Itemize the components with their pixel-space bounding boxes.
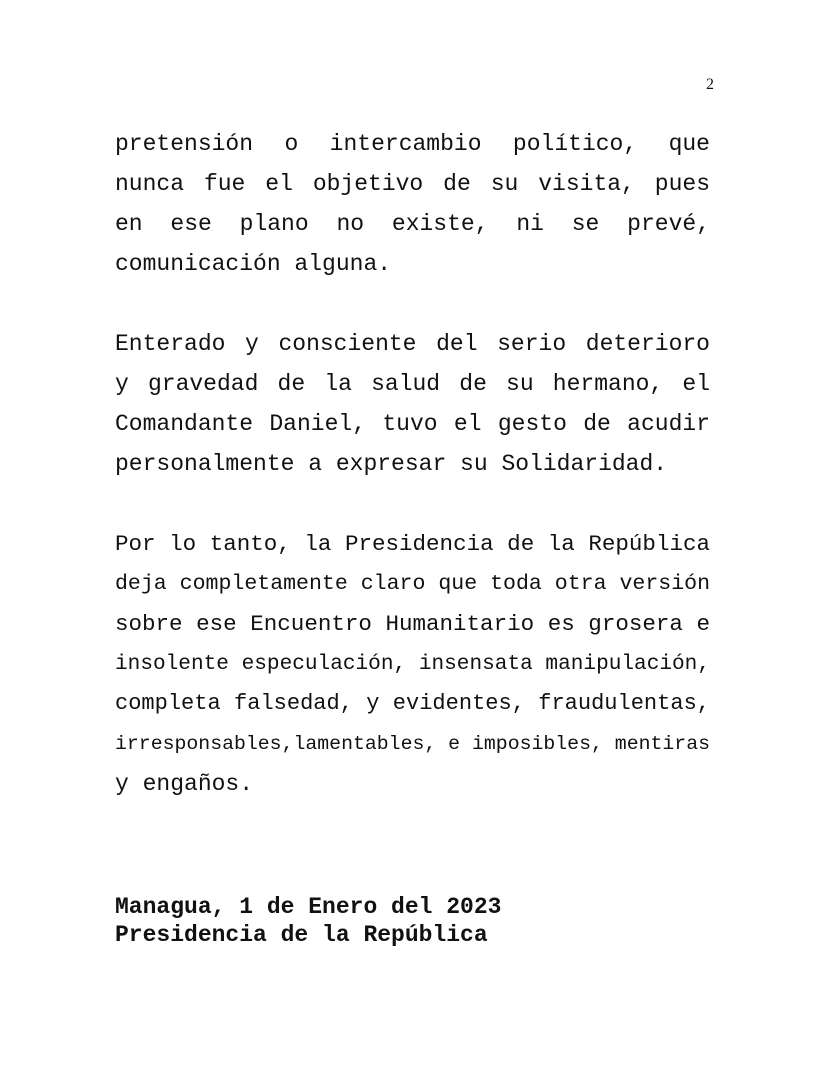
paragraph-3 xyxy=(115,524,710,804)
text-line: completa falsedad, y evidentes, fraudulentas, xyxy=(115,691,710,716)
page-number: 2 xyxy=(706,76,714,93)
issuer-name: Presidencia de la República xyxy=(115,922,488,948)
text-line: y gravedad de la salud de su hermano, el xyxy=(115,371,710,397)
text-line: personalmente a expresar su Solidaridad. xyxy=(115,451,668,477)
text-line: sobre ese Encuentro Humanitario es grosera e xyxy=(115,611,710,637)
text-line: pretensión o intercambio político, que xyxy=(115,131,710,157)
paragraph-2 xyxy=(115,324,710,484)
paragraph-spacer xyxy=(115,284,710,324)
text-line: Comandante Daniel, tuvo el gesto de acudir xyxy=(115,411,710,437)
text-line: comunicación alguna. xyxy=(115,251,392,277)
text-line: irresponsables,lamentables, e imposibles, mentiras xyxy=(115,732,710,755)
text-line: Enterado y consciente del serio deterioro xyxy=(115,331,710,357)
signature-block xyxy=(115,893,501,949)
paragraph-1 xyxy=(115,124,710,284)
paragraph-spacer xyxy=(115,484,710,524)
text-line: y engaños. xyxy=(115,771,254,797)
text-line: en ese plano no existe, ni se prevé, xyxy=(115,211,710,237)
text-line: nunca fue el objetivo de su visita, pues xyxy=(115,171,710,197)
place-and-date: Managua, 1 de Enero del 2023 xyxy=(115,894,502,920)
text-line: insolente especulación, insensata manipulación, xyxy=(115,652,710,676)
text-line: Por lo tanto, la Presidencia de la República xyxy=(115,531,710,557)
document-body xyxy=(115,124,710,804)
text-line: deja completamente claro que toda otra versión xyxy=(115,572,710,596)
